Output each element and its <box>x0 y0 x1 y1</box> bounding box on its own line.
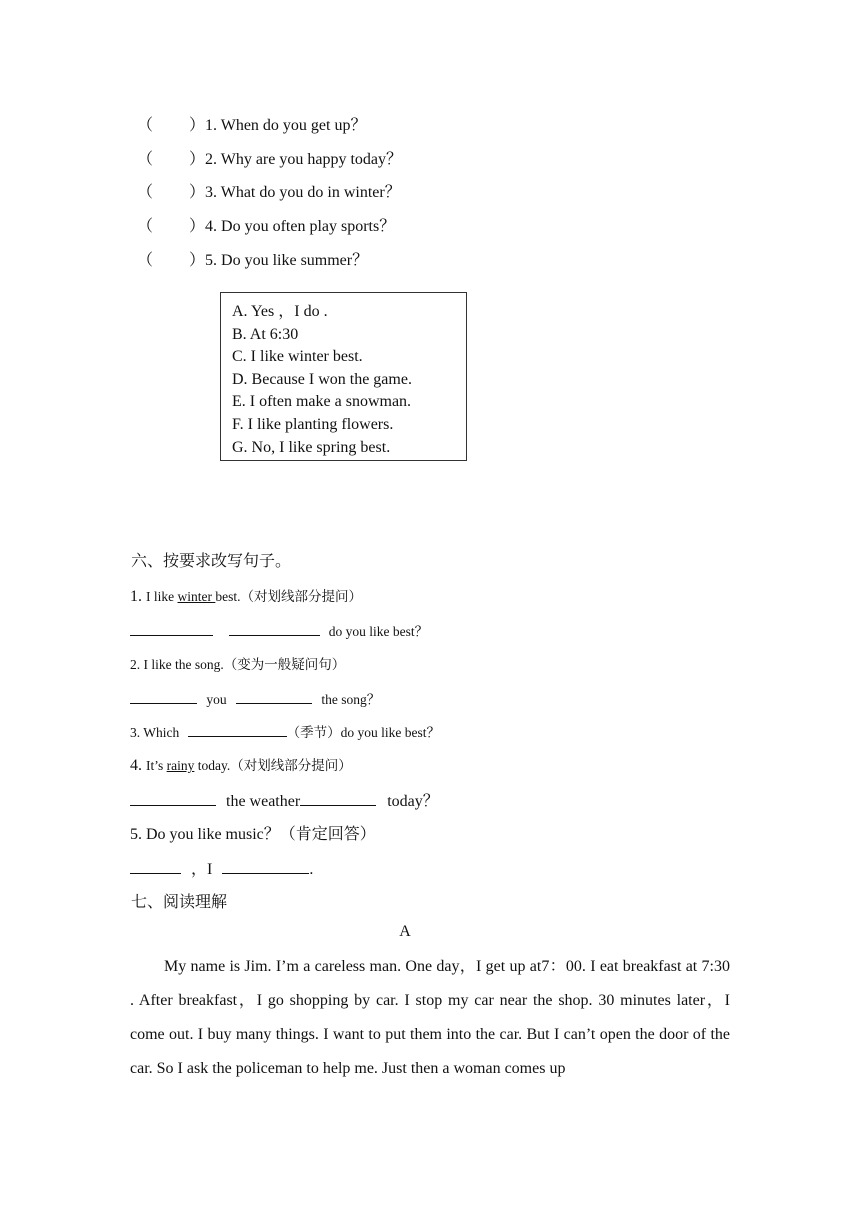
section-6-title: 六、按要求改写句子。 <box>131 553 292 570</box>
answer-paren-open: （ <box>137 117 154 134</box>
q4-pre: It’s <box>146 758 167 773</box>
q3-post: （季节）do you like best？ <box>286 725 440 740</box>
q4-tail: today？ <box>387 793 439 810</box>
q1-answer-tail: do you like best？ <box>328 624 429 639</box>
q4-underlined: rainy <box>166 758 195 773</box>
answer-paren-open: （ <box>137 184 154 201</box>
q1-underlined: winter <box>177 589 216 604</box>
question-2 <box>137 146 402 169</box>
answer-paren-open: （ <box>137 252 154 269</box>
answer-blank[interactable] <box>222 859 309 874</box>
reading-passage <box>130 950 730 1086</box>
answer-blank[interactable] <box>236 689 312 704</box>
q3-pre: 3. Which <box>130 725 180 740</box>
answer-paren-open: （ <box>137 218 154 235</box>
answer-paren-close: ） <box>189 184 206 201</box>
q4-number: 4. <box>130 757 142 774</box>
q5-comma: ，I <box>191 861 213 878</box>
q1-number: 1. <box>130 588 142 605</box>
question-text: 4. Do you often play sports？ <box>205 218 396 235</box>
rewrite-q5-answer <box>130 856 313 879</box>
option-c: C. I like winter best. <box>232 348 363 366</box>
rewrite-q1-answer <box>130 620 428 640</box>
rewrite-q3 <box>130 721 440 741</box>
q4-mid: the weather <box>226 793 301 810</box>
section-7-title: 七、阅读理解 <box>131 894 228 911</box>
rewrite-q2-answer <box>130 688 380 708</box>
answer-paren-close: ） <box>189 218 206 235</box>
rewrite-q4 <box>130 754 352 775</box>
answer-options-box <box>220 292 467 461</box>
rewrite-q1 <box>130 585 362 606</box>
answer-paren-open: （ <box>137 151 154 168</box>
question-text: 5. Do you like summer？ <box>205 252 369 269</box>
answer-paren-close: ） <box>189 151 206 168</box>
question-1 <box>137 112 366 135</box>
q4-post: today.（对划线部分提问） <box>194 758 352 773</box>
answer-blank[interactable] <box>229 621 320 636</box>
rewrite-q2: 2. I like the song.（变为一般疑问句） <box>130 657 346 672</box>
q5-end: . <box>309 861 314 878</box>
option-d: D. Because I won the game. <box>232 370 412 388</box>
passage-text: My name is Jim. I’m a careless man. One day，I get up at7：00. I eat breakfast at 7:30 . After breakfast，I go shopping by car. I stop my car near the shop. 30 minutes later，I come out. I buy many things. I want to put them into the car. But I can’t open the door of the car. So I ask the policeman to help me. Just then a woman comes up <box>130 958 730 1077</box>
answer-blank[interactable] <box>130 689 197 704</box>
q1-post: best.（对划线部分提问） <box>215 589 362 604</box>
rewrite-q5: 5. Do you like music？（肯定回答） <box>130 826 376 843</box>
answer-blank[interactable] <box>130 791 216 806</box>
answer-blank[interactable] <box>188 722 287 737</box>
q1-pre: I like <box>146 589 178 604</box>
question-5 <box>137 247 368 270</box>
answer-blank[interactable] <box>300 791 376 806</box>
answer-blank[interactable] <box>130 621 213 636</box>
question-text: 1. When do you get up？ <box>205 117 367 134</box>
answer-paren-close: ） <box>189 252 206 269</box>
question-3 <box>137 179 401 202</box>
option-e: E. I often make a snowman. <box>232 393 412 411</box>
rewrite-q4-answer <box>130 788 439 811</box>
option-f: F. I like planting flowers. <box>232 415 394 433</box>
question-4 <box>137 213 395 236</box>
passage-label: A <box>399 923 411 940</box>
q2-tail: the song？ <box>321 692 381 707</box>
option-b: B. At 6:30 <box>232 325 299 343</box>
answer-blank[interactable] <box>130 859 181 874</box>
q2-you: you <box>206 692 227 707</box>
question-text: 3. What do you do in winter？ <box>205 184 401 201</box>
answer-paren-close: ） <box>189 117 206 134</box>
option-a: A. Yes ，I do . <box>232 303 328 320</box>
question-text: 2. Why are you happy today？ <box>205 151 403 168</box>
option-g: G. No, I like spring best. <box>232 438 391 456</box>
